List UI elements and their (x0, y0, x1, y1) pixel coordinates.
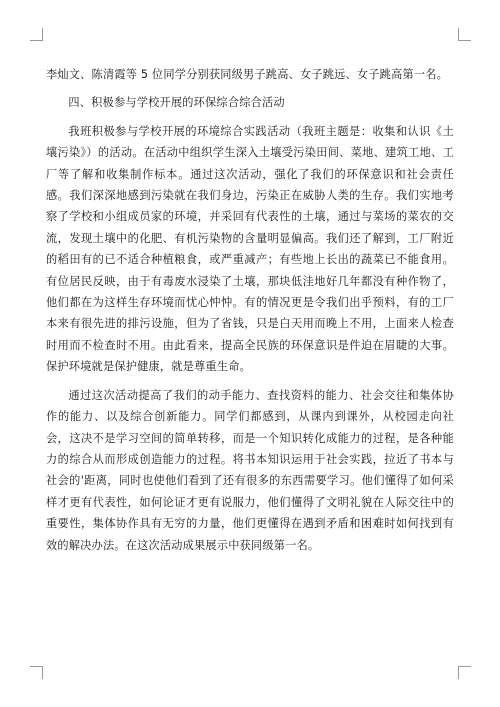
crop-mark-bottom-left (30, 666, 43, 679)
crop-mark-top-right (458, 28, 471, 41)
activity-description-paragraph: 我班积极参与学校开展的环境综合实践活动（我班主题是：收集和认识《土壤污染》）的活动。在活动中组织学生深入土壤受污染田间、菜地、建筑工地、工厂等了解和收集制作标本。通过这次活动，强化了我们的环保意识和社会责任感。我们深深地感到污染就在我们身边，污染正在威胁人类的生存。我们实地考察了学校和小组成员家的环境，并采回有代表性的土壤，通过与菜场的菜农的交流，发现土壤中的化肥、有机污染物的含量明显偏高。我们还了解到，工厂附近的稻田有的已不适合种植粮食，或严重减产；有些地上长出的蔬菜已不能食用。有位居民反映，由于有毒废水浸染了土壤，那块低洼地好几年都没有种作物了，他们都在为这样生存环境而忧心忡忡。有的情况更是令我们出乎预料，有的工厂本来有很先进的排污设施，但为了省钱，只是白天用而晚上不用，上面来人检查时用而不检查时不用。由此看来，提高全民族的环保意识是件迫在眉睫的大事。保护环境就是保护健康，就是尊重生命。 (46, 124, 454, 374)
crop-mark-top-left (30, 28, 43, 41)
activity-outcome-paragraph: 通过这次活动提高了我们的动手能力、查找资料的能力、社会交往和集体协作的能力、以及综合创新能力。同学们都感到，从课内到课外，从校园走向社会，这决不是学习空间的简单转移，而是一个知识转化成能力的过程，是各种能力的综合从而形成创造能力的过程。将书本知识运用于社会实践，拉近了书本与社会的'距离，同时也使他们看到了还有很多的东西需要学习。他们懂得了如何采样才更有代表性，如何论证才更有说服力，他们懂得了文明礼貌在人际交往中的重要性，集体协作具有无穷的力量，他们更懂得在遇到矛盾和困难时如何找到有效的解决办法。在这次活动成果展示中获同级第一名。 (46, 388, 454, 552)
document-body (46, 64, 454, 556)
crop-mark-bottom-right (458, 666, 471, 679)
section-heading: 四、积极参与学校开展的环保综合综合活动 (68, 96, 285, 110)
continuation-paragraph: 李灿文、陈清霞等 5 位同学分别获同级男子跳高、女子跳远、女子跳高第一名。 (46, 68, 449, 81)
